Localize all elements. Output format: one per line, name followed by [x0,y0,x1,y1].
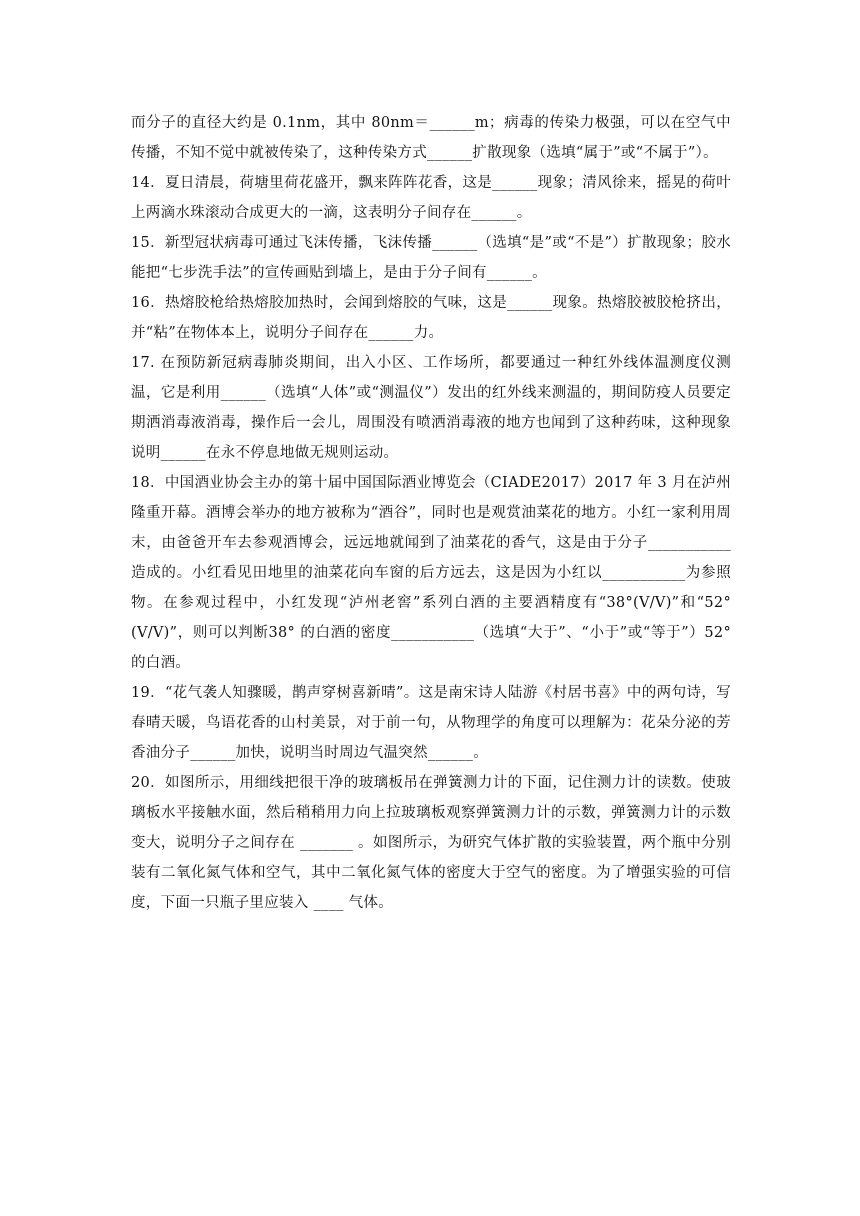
question-list [131,108,731,918]
question-18: 18．中国酒业协会主办的第十届中国国际酒业博览会（CIADE2017）2017 年 3 月在泸州隆重开幕。酒博会举办的地方被称为“酒谷”，同时也是观赏油菜花的地方。小红一家利用周末，由爸爸开车去参观酒博会，远远地就闻到了油菜花的香气，这是由于分子___________造成的。小红看见田地里的油菜花向车窗的后方远去，这是因为小红以___________为参照物。在参观过程中，小红发现“泸州老窖”系列白酒的主要酒精度有“38°(V/V)”和“52°(V/V)”，则可以判断38° 的白酒的密度___________（选填“大于”、“小于”或“等于”）52° 的白酒。 [131,475,731,671]
question-14: 14．夏日清晨，荷塘里荷花盛开，飘来阵阵花香，这是______现象；清风徐来，摇晃的荷叶上两滴水珠滚动合成更大的一滴，这表明分子间存在______。 [131,175,731,221]
question-16: 16．热熔胶枪给热熔胶加热时，会闻到熔胶的气味，这是______现象。热熔胶被胶枪挤出，并“粘”在物体本上，说明分子间存在______力。 [131,295,731,341]
question-13-continuation: 而分子的直径大约是 0.1nm，其中 80nm＝______m；病毒的传染力极强，可以在空气中传播，不知不觉中就被传染了，这种传染方式______扩散现象（选填“属于”或“不属于”）。 [131,115,731,161]
question-15: 15．新型冠状病毒可通过飞沫传播，飞沫传播______（选填“是”或“不是”）扩散现象；胶水能把“七步洗手法”的宣传画贴到墙上，是由于分子间有______。 [131,235,731,281]
question-20: 20．如图所示，用细线把很干净的玻璃板吊在弹簧测力计的下面，记住测力计的读数。使玻璃板水平接触水面，然后稍稍用力向上拉玻璃板观察弹簧测力计的示数，弹簧测力计的示数变大，说明分子之间存在 _______ 。如图所示，为研究气体扩散的实验装置，两个瓶中分别装有二氧化氮气体和空气，其中二氧化氮气体的密度大于空气的密度。为了增强实验的可信度，下面一只瓶子里应装入 ____ 气体。 [131,775,731,911]
question-17: 17. 在预防新冠病毒肺炎期间，出入小区、工作场所，都要通过一种红外线体温测度仪测温，它是利用______（选填“人体”或“测温仪”）发出的红外线来测温的，期间防疫人员要定期洒消毒液消毒，操作后一会儿，周围没有喷洒消毒液的地方也闻到了这种药味，这种现象说明______在永不停息地做无规则运动。 [131,355,731,461]
question-19: 19．“花气袭人知骤暖，鹊声穿树喜新晴”。这是南宋诗人陆游《村居书喜》中的两句诗，写春晴天暖，鸟语花香的山村美景，对于前一句，从物理学的角度可以理解为：花朵分泌的芳香油分子______加快，说明当时周边气温突然______。 [131,685,731,761]
